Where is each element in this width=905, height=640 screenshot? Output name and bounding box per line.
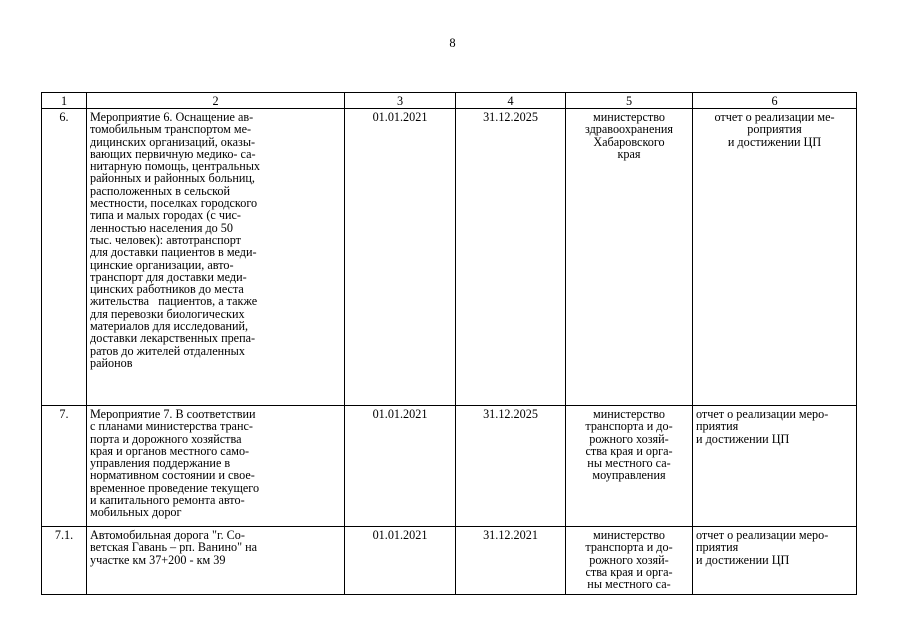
text-line: нитарную помощь, центральных (90, 159, 261, 174)
text-line: Мероприятие 7. В соответствии (90, 407, 256, 421)
text-line: транспорт для доставки меди- (90, 269, 247, 284)
text-line: типа и малых городах (с чис- (90, 208, 241, 223)
text-line: расположенных в сельской (90, 183, 231, 198)
text-line: отчет о реализации меро- (696, 407, 829, 421)
text-line: вающих первичную медико- са- (90, 146, 256, 161)
report-form (693, 109, 857, 406)
start-date: 01.01.2021 (345, 527, 456, 595)
text-line: материалов для исследований, (90, 319, 249, 334)
start-date: 01.01.2021 (345, 109, 456, 406)
measure-description (87, 527, 345, 595)
measure-description (87, 109, 345, 406)
text-line: тыс. человек): автотранспорт (90, 232, 241, 247)
end-date: 31.12.2025 (456, 406, 566, 527)
text-line: местности, поселках городского (90, 196, 258, 211)
executor (566, 109, 693, 406)
text-line: жительства пациентов, а также (90, 294, 258, 309)
text-line: роприятия (747, 122, 802, 137)
text-line: для перевозки биологических (90, 306, 245, 321)
text-line: моуправления (592, 468, 666, 483)
text-line: мобильных дорог (90, 505, 182, 520)
table-row (42, 109, 857, 406)
page-number: 8 (449, 36, 456, 50)
text-line: доставки лекарственных препа- (90, 331, 256, 346)
text-line: для доставки пациентов в меди- (90, 245, 257, 260)
text-line: ства края и орга- (585, 443, 673, 458)
text-line: и достижении ЦП (727, 134, 822, 149)
text-line: здравоохранения (584, 122, 674, 137)
text-line: рожного хозяй- (589, 552, 669, 567)
header-cell: 3 (345, 93, 456, 109)
text-line: рожного хозяй- (589, 431, 669, 446)
text-line: управления поддержание в (90, 456, 231, 471)
header-cell: 2 (87, 93, 345, 109)
text-line: приятия (696, 419, 739, 434)
text-line: отчет о реализации ме- (714, 110, 835, 124)
text-line: ратов до жителей отдаленных (90, 343, 245, 358)
report-form (693, 527, 857, 595)
measures-table (41, 92, 857, 595)
report-form (693, 406, 857, 527)
text-line: приятия (696, 540, 739, 555)
text-line: Мероприятие 6. Оснащение ав- (90, 110, 254, 124)
text-line: нормативном состоянии и свое- (90, 468, 255, 483)
text-line: ленностью населения до 50 (90, 220, 233, 235)
start-date: 01.01.2021 (345, 406, 456, 527)
text-line: Автомобильная дорога "г. Со- (90, 528, 245, 542)
measure-description (87, 406, 345, 527)
text-line: порта и дорожного хозяйства (90, 431, 242, 446)
text-line: края (617, 146, 641, 161)
text-line: и капитального ремонта авто- (90, 493, 245, 508)
executor (566, 527, 693, 595)
table-row (42, 527, 857, 595)
text-line: ства края и орга- (585, 564, 673, 579)
text-line: и достижении ЦП (696, 431, 790, 446)
table-header-row (42, 93, 857, 109)
text-line: министерство (592, 528, 666, 542)
text-line: транспорта и до- (585, 540, 673, 555)
header-cell: 5 (566, 93, 693, 109)
text-line: ны местного са- (587, 577, 671, 592)
text-line: районов (90, 355, 133, 370)
header-cell: 1 (42, 93, 87, 109)
text-line: Хабаровского (593, 134, 665, 149)
text-line: министерство (592, 110, 666, 124)
text-line: ны местного са- (587, 456, 671, 471)
text-line: районных и районных больниц, (90, 171, 255, 186)
row-number: 6. (42, 109, 87, 406)
executor (566, 406, 693, 527)
end-date: 31.12.2025 (456, 109, 566, 406)
text-line: края и органов местного само- (90, 443, 250, 458)
row-number: 7.1. (42, 527, 87, 595)
text-line: министерство (592, 407, 666, 421)
text-line: ветская Гавань – рп. Ванино" на (90, 540, 258, 555)
text-line: дицинских организаций, оказы- (90, 134, 256, 149)
header-cell: 6 (693, 93, 857, 109)
text-line: и достижении ЦП (696, 552, 790, 567)
text-line: томобильным транспортом ме- (90, 122, 252, 137)
text-line: временное проведение текущего (90, 480, 260, 495)
text-line: транспорта и до- (585, 419, 673, 434)
table-row (42, 406, 857, 527)
text-line: отчет о реализации меро- (696, 528, 829, 542)
row-number: 7. (42, 406, 87, 527)
text-line: с планами министерства транс- (90, 419, 253, 434)
header-cell: 4 (456, 93, 566, 109)
end-date: 31.12.2021 (456, 527, 566, 595)
text-line: участке км 37+200 - км 39 (90, 552, 226, 567)
text-line: цинские организации, авто- (90, 257, 234, 272)
text-line: цинских работников до места (90, 282, 244, 297)
